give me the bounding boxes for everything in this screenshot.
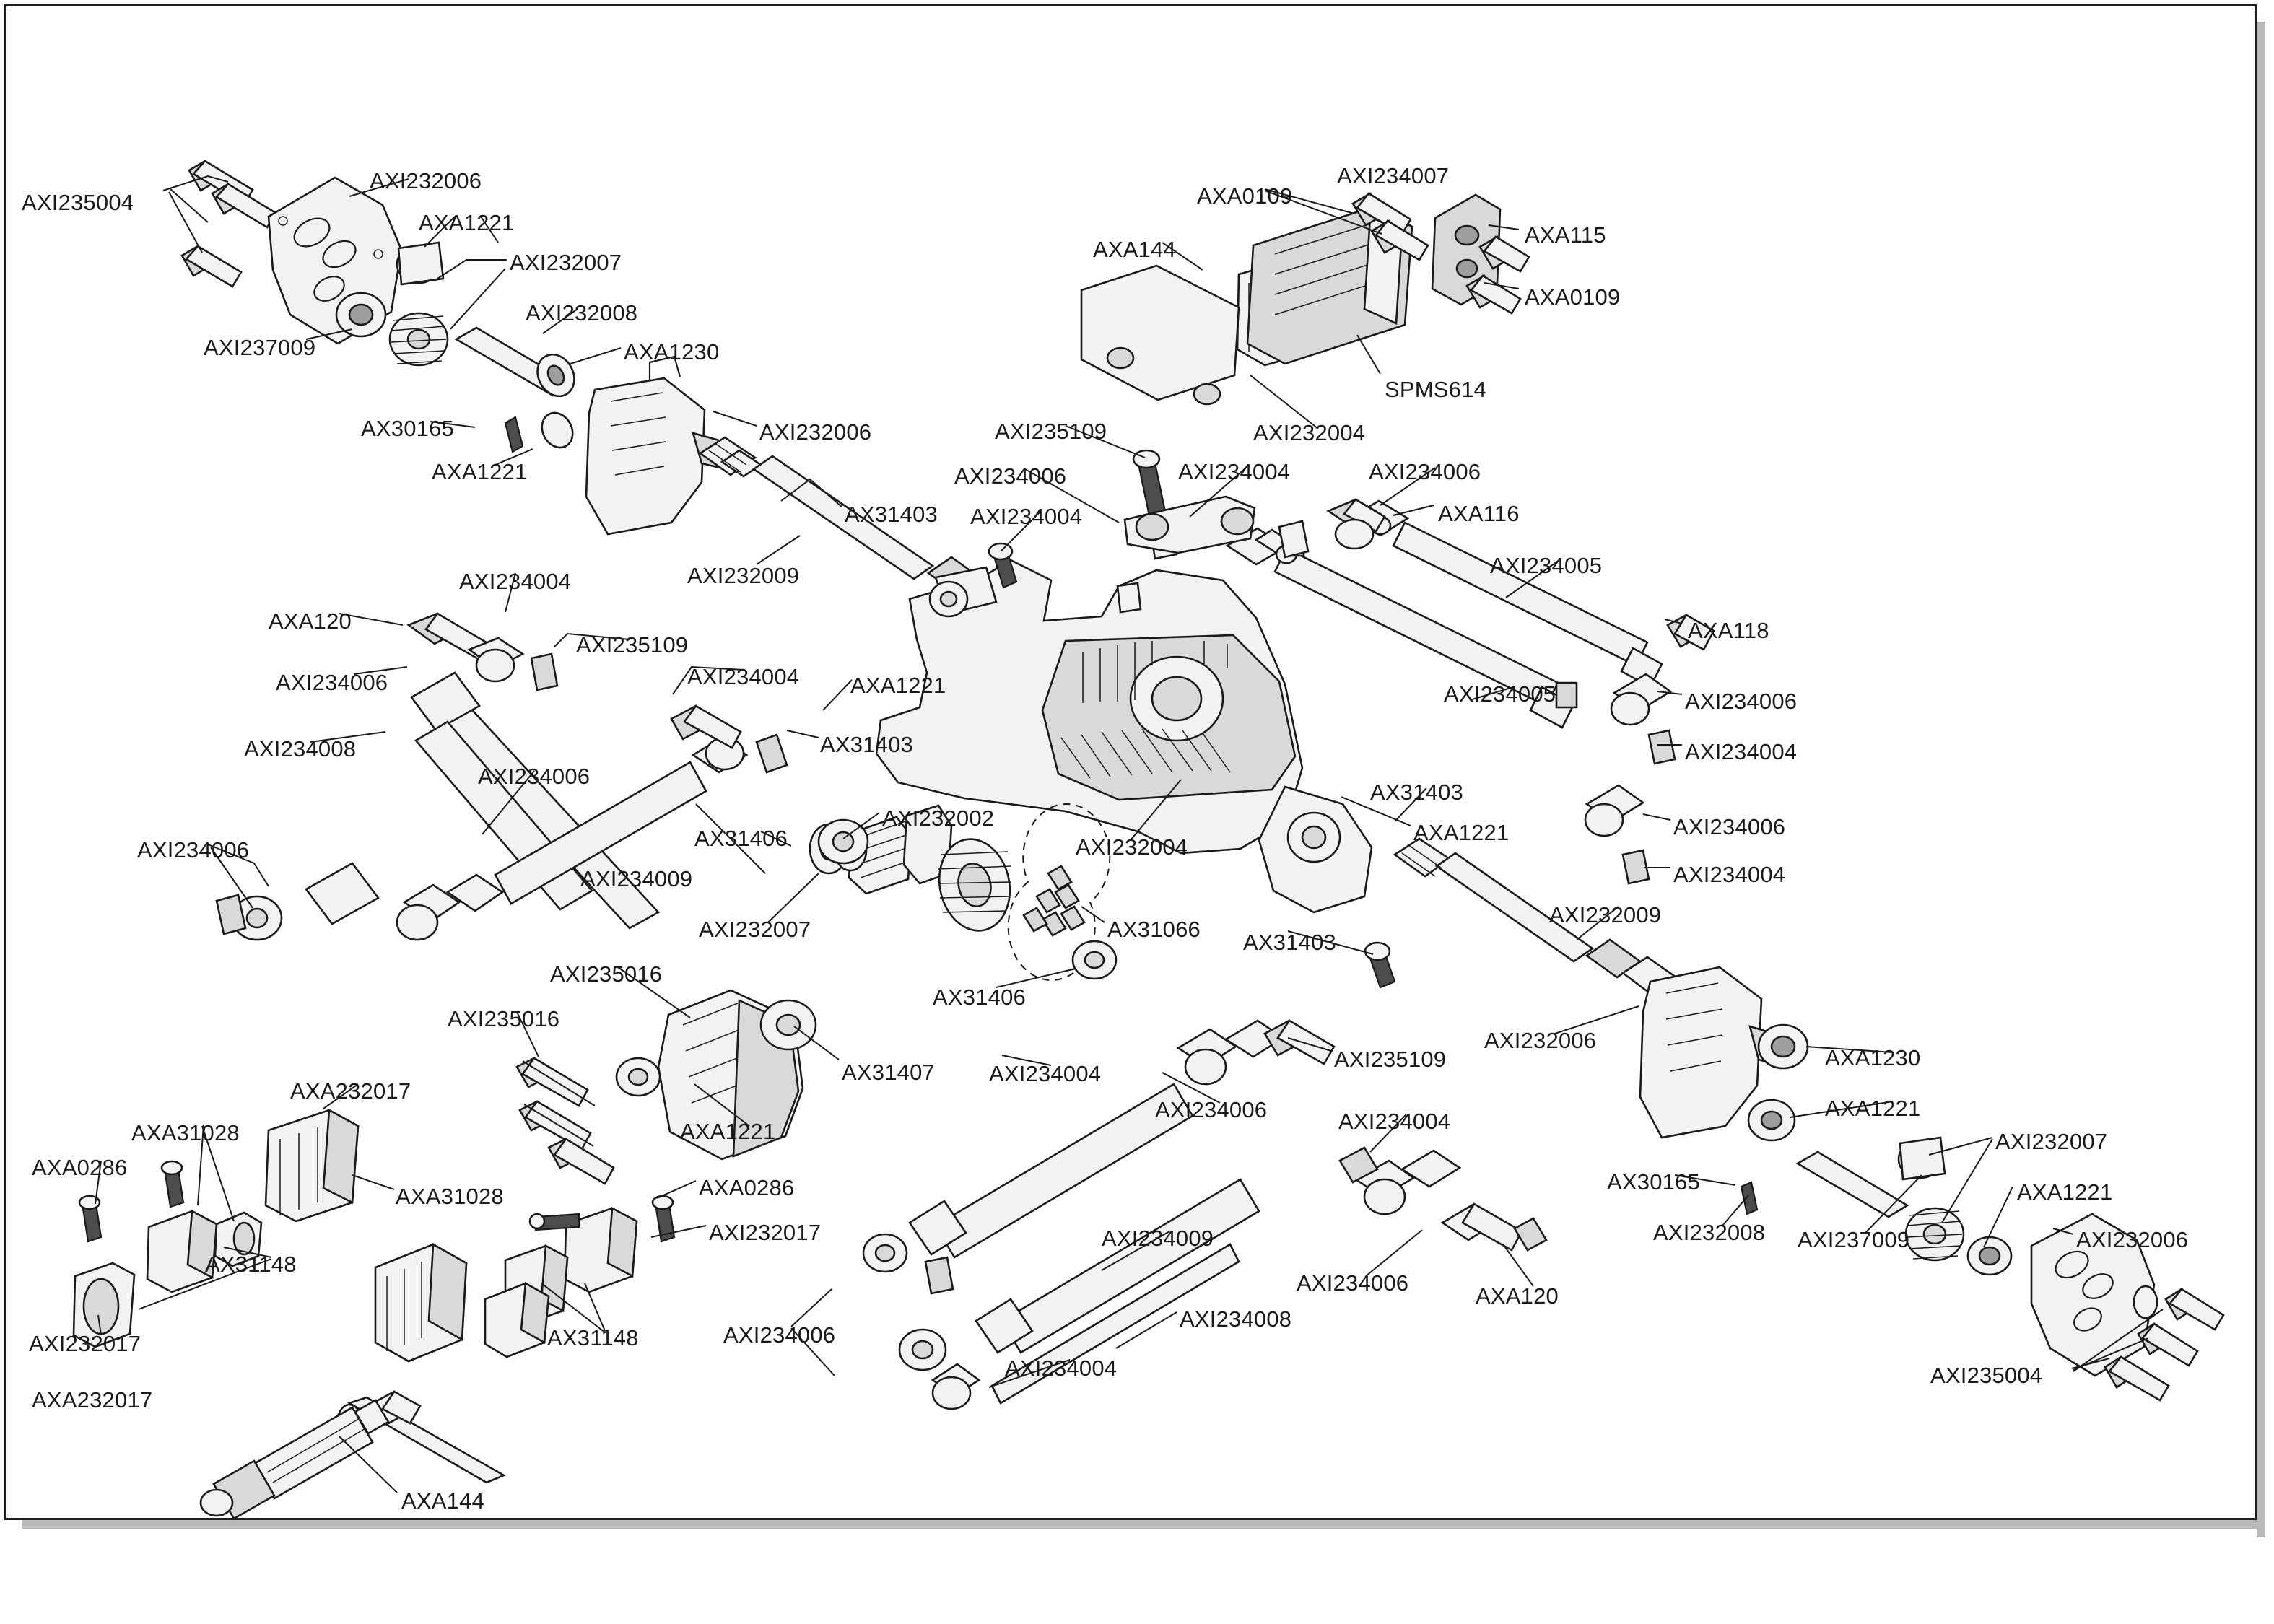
part-label: AXA1221 bbox=[419, 210, 515, 235]
part-label: AX31403 bbox=[820, 732, 913, 757]
part-label: AX31407 bbox=[842, 1060, 935, 1085]
part-label: AXI234006 bbox=[137, 837, 250, 863]
part-label: AXI234008 bbox=[244, 736, 357, 761]
part-label: AXI235109 bbox=[995, 419, 1107, 444]
part-label: AXA1221 bbox=[680, 1119, 776, 1144]
part-label: AXI235016 bbox=[550, 961, 663, 987]
part-label: AXI234004 bbox=[687, 664, 800, 689]
part-label: AXI232006 bbox=[1484, 1028, 1597, 1053]
part-label: AXA1230 bbox=[624, 339, 720, 364]
part-label: AXI234004 bbox=[1338, 1109, 1451, 1134]
part-label: AX30165 bbox=[1607, 1169, 1700, 1195]
part-group-left-knuckle bbox=[586, 357, 726, 534]
part-group-servo bbox=[1081, 193, 1529, 404]
part-label: AXA1221 bbox=[432, 459, 528, 484]
part-label: AXI232007 bbox=[1995, 1129, 2108, 1154]
part-label: AXA1221 bbox=[1413, 820, 1510, 845]
part-label: AXI232008 bbox=[1653, 1220, 1766, 1245]
part-label: AX31148 bbox=[205, 1252, 297, 1277]
part-label: AXA31028 bbox=[131, 1120, 240, 1145]
part-label: AXI234006 bbox=[954, 463, 1067, 489]
part-label: AXI232009 bbox=[1549, 902, 1662, 927]
part-label: AXA115 bbox=[1525, 222, 1606, 248]
part-label: AXA144 bbox=[401, 1488, 484, 1514]
part-label: AXI234006 bbox=[1297, 1270, 1409, 1296]
part-label: AXI232006 bbox=[2076, 1227, 2189, 1252]
part-label: AXI232017 bbox=[709, 1220, 822, 1245]
part-label: AX31148 bbox=[547, 1325, 639, 1350]
part-label: AXA118 bbox=[1688, 618, 1769, 643]
part-label: AXI234009 bbox=[1102, 1226, 1214, 1251]
part-label: AXI234004 bbox=[1005, 1355, 1118, 1381]
part-label: AXI234005 bbox=[1444, 681, 1556, 707]
part-label: AX30165 bbox=[361, 416, 454, 441]
part-label: AXI234004 bbox=[989, 1061, 1102, 1086]
part-label: AXA1221 bbox=[2017, 1179, 2113, 1205]
part-label: AXI234008 bbox=[1180, 1306, 1292, 1332]
part-label: AXI234006 bbox=[276, 670, 388, 695]
part-label: AXA116 bbox=[1438, 501, 1520, 526]
part-label: AXA0109 bbox=[1525, 284, 1621, 310]
part-label: AXI232002 bbox=[882, 806, 995, 831]
part-label: AXI232006 bbox=[759, 419, 872, 445]
part-label: SPMS614 bbox=[1385, 377, 1486, 402]
part-label: AXI234006 bbox=[478, 764, 591, 789]
part-label: AXI235109 bbox=[1334, 1047, 1447, 1072]
part-label: AXI237009 bbox=[204, 335, 316, 360]
part-label: AX31403 bbox=[845, 502, 938, 527]
part-label: AXI234005 bbox=[1490, 553, 1603, 578]
part-label: AXI232004 bbox=[1076, 834, 1188, 860]
part-label: AXA232017 bbox=[32, 1387, 153, 1413]
part-label: AXI234004 bbox=[970, 504, 1083, 529]
part-label: AXI235016 bbox=[448, 1006, 560, 1031]
part-label: AXI234006 bbox=[1155, 1097, 1268, 1122]
part-label: AXA0109 bbox=[1197, 183, 1293, 209]
part-label: AXI234006 bbox=[723, 1322, 836, 1348]
part-label: AXI235004 bbox=[1930, 1363, 2043, 1388]
part-label: AXI234004 bbox=[459, 569, 572, 594]
part-label: AX31403 bbox=[1370, 780, 1463, 805]
part-group-diff-housing bbox=[517, 990, 816, 1184]
part-label: AX31406 bbox=[933, 985, 1026, 1010]
part-label: AXI232008 bbox=[526, 300, 638, 326]
part-label: AXI234007 bbox=[1337, 163, 1450, 188]
part-label: AXA120 bbox=[269, 608, 352, 634]
part-group-bottom-center-links bbox=[863, 1021, 1546, 1409]
part-label: AXA232017 bbox=[290, 1078, 411, 1104]
part-label: AXI234004 bbox=[1178, 459, 1291, 484]
part-label: AXI232007 bbox=[510, 250, 622, 275]
part-label: AXI235109 bbox=[576, 632, 689, 658]
part-label: AXA120 bbox=[1476, 1283, 1559, 1309]
part-label: AXI234006 bbox=[1369, 459, 1481, 484]
part-label: AXA1221 bbox=[1825, 1096, 1921, 1121]
part-label: AXI234006 bbox=[1685, 689, 1798, 714]
part-label: AXA0286 bbox=[699, 1175, 795, 1200]
part-group-top-left-hub bbox=[182, 161, 581, 453]
part-label: AX31403 bbox=[1243, 930, 1336, 955]
part-label: AXI237009 bbox=[1798, 1227, 1910, 1252]
part-label: AXA31028 bbox=[396, 1184, 504, 1209]
part-label: AXI232004 bbox=[1253, 420, 1366, 445]
part-label: AXA0286 bbox=[32, 1155, 128, 1180]
part-label: AXI232007 bbox=[699, 917, 811, 942]
part-label: AX31406 bbox=[694, 826, 788, 851]
part-label: AXA144 bbox=[1093, 237, 1176, 262]
part-label: AXA1230 bbox=[1825, 1045, 1921, 1070]
part-label: AXI232009 bbox=[687, 563, 800, 588]
part-label: AX31066 bbox=[1107, 917, 1201, 942]
part-label: AXI235004 bbox=[22, 190, 134, 215]
part-label: AXA1221 bbox=[850, 673, 946, 698]
part-label: AXI234004 bbox=[1685, 739, 1798, 764]
part-label: AXI234006 bbox=[1673, 814, 1786, 839]
part-label: AXI232006 bbox=[370, 168, 482, 193]
part-label: AXI232017 bbox=[29, 1331, 141, 1356]
part-label: AXI234009 bbox=[580, 866, 693, 891]
part-label: AXI234004 bbox=[1673, 862, 1786, 887]
